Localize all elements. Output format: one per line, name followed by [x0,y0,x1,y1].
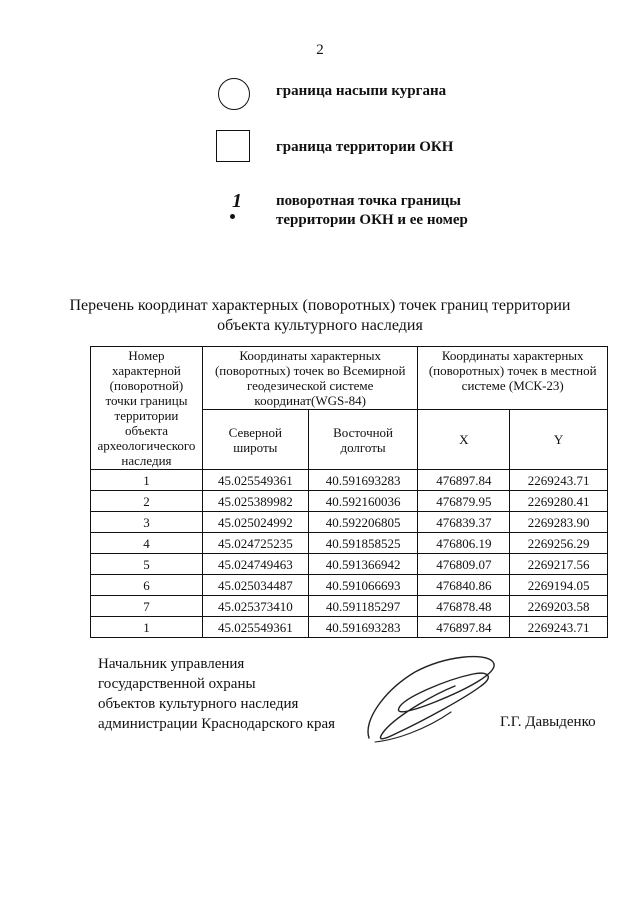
cell-longitude: 40.591366942 [308,554,418,575]
cell-longitude: 40.591693283 [308,617,418,638]
cell-latitude: 45.025024992 [202,512,308,533]
cell-point: 4 [91,533,203,554]
circle-icon [218,78,250,110]
table-row [91,491,608,512]
cell-longitude: 40.591066693 [308,575,418,596]
handwritten-signature [355,650,505,750]
cell-y: 2269243.71 [510,470,608,491]
cell-y: 2269280.41 [510,491,608,512]
cell-latitude: 45.024749463 [202,554,308,575]
cell-latitude: 45.025549361 [202,470,308,491]
signer-name: Г.Г. Давыденко [500,714,596,730]
cell-x: 476839.37 [418,512,510,533]
cell-latitude: 45.024725235 [202,533,308,554]
cell-y: 2269243.71 [510,617,608,638]
cell-point: 7 [91,596,203,617]
cell-latitude: 45.025549361 [202,617,308,638]
table-row [91,596,608,617]
cell-latitude: 45.025034487 [202,575,308,596]
header-point-number: Номер характерной (поворотной) точки границы территории объекта археологического наследия [91,347,203,470]
cell-y: 2269203.58 [510,596,608,617]
cell-y: 2269217.56 [510,554,608,575]
table-title [0,296,640,336]
cell-y: 2269256.29 [510,533,608,554]
header-x: X [418,410,510,470]
cell-x: 476897.84 [418,617,510,638]
cell-point: 1 [91,470,203,491]
signer-position-line: Начальник управления [98,656,245,672]
signer-position-line: государственной охраны [98,676,256,692]
turn-point-icon [216,192,246,228]
table-title-line: Перечень координат характерных (поворотных) точек границ территории [69,297,571,314]
signer-position-line: объектов культурного наследия [98,696,299,712]
cell-latitude: 45.025373410 [202,596,308,617]
cell-point: 1 [91,617,203,638]
square-icon [216,130,250,162]
cell-x: 476806.19 [418,533,510,554]
coordinates-table [90,346,608,638]
legend-text-line: территории ОКН и ее номер [276,212,468,228]
table-row [91,617,608,638]
cell-longitude: 40.591185297 [308,596,418,617]
table-row [91,512,608,533]
cell-latitude: 45.025389982 [202,491,308,512]
cell-point: 5 [91,554,203,575]
legend-text: граница насыпи кургана [276,83,447,99]
table-header-row [91,347,608,410]
cell-point: 2 [91,491,203,512]
turn-point-number: 1 [232,190,242,212]
legend-text-line: поворотная точка границы [276,193,461,209]
page-number: 2 [316,42,324,58]
header-longitude: Восточной долготы [308,410,418,470]
table-row [91,533,608,554]
signer-position-line: администрации Краснодарского края [98,716,336,732]
cell-longitude: 40.591858525 [308,533,418,554]
cell-y: 2269283.90 [510,512,608,533]
legend-text: граница территории ОКН [276,139,454,155]
header-wgs-coordinates: Координаты характерных (поворотных) точек во Всемирной геодезической системе координат(WGS-84) [202,347,418,410]
header-y: Y [510,410,608,470]
turn-point-dot [230,214,235,219]
cell-point: 3 [91,512,203,533]
cell-longitude: 40.591693283 [308,470,418,491]
cell-x: 476897.84 [418,470,510,491]
cell-x: 476878.48 [418,596,510,617]
table-title-line: объекта культурного наследия [217,317,423,334]
legend-text [276,192,468,230]
header-latitude: Северной широты [202,410,308,470]
cell-point: 6 [91,575,203,596]
table-row [91,554,608,575]
cell-y: 2269194.05 [510,575,608,596]
cell-longitude: 40.592160036 [308,491,418,512]
cell-x: 476879.95 [418,491,510,512]
table-row [91,575,608,596]
table-row [91,470,608,491]
header-local-coordinates: Координаты характерных (поворотных) точек в местной системе (МСК-23) [418,347,608,410]
cell-longitude: 40.592206805 [308,512,418,533]
cell-x: 476840.86 [418,575,510,596]
cell-x: 476809.07 [418,554,510,575]
signer-position [98,654,335,734]
